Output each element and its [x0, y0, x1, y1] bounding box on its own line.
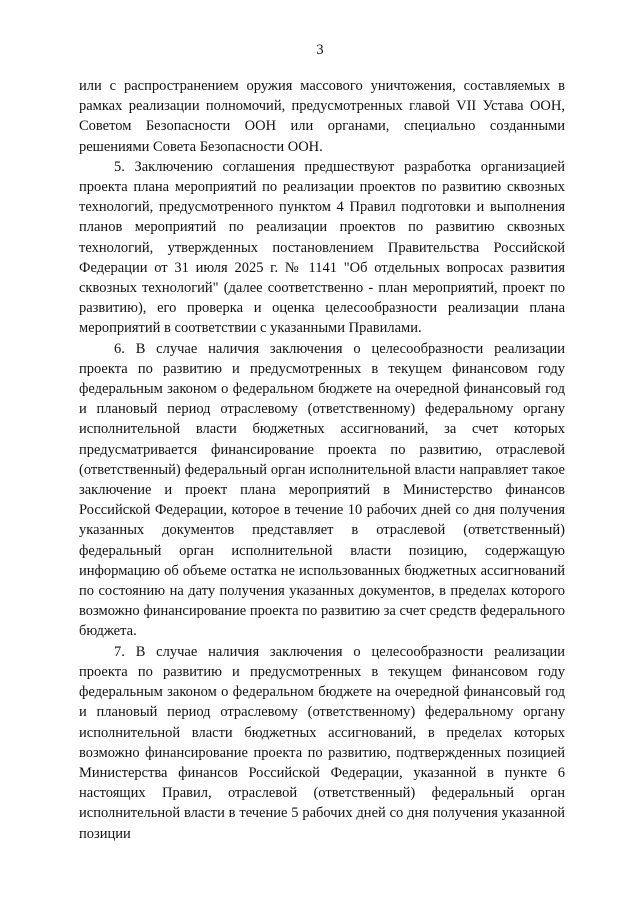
- paragraph-item-5: 5. Заключению соглашения предшествуют разработка организацией проекта плана мероприятий по реализации проектов по развитию сквозных технологий, предусмотренного пунктом 4 Правил подготовки и выполнения планов мероприятий по реализации проектов по развитию сквозных технологий, утвержденных постановлением Правительства Российской Федерации от 31 июля 2025 г. № 1141 "Об отдельных вопросах развития сквозных технологий" (далее соответственно - план мероприятий, проект по развитию), его проверка и оценка целесообразности реализации плана мероприятий в соответствии с указанными Правилами.: [79, 158, 565, 337]
- page-number: 3: [316, 42, 324, 58]
- paragraph-continuation: или с распространением оружия массового уничтожения, составляемых в рамках реализации полномочий, предусмотренных главой VII Устава ООН, Советом Безопасности ООН или органами, специально созданными решениями Совета Безопасности ООН.: [79, 78, 565, 155]
- document-body: [79, 76, 565, 844]
- paragraph-item-6: 6. В случае наличия заключения о целесообразности реализации проекта по развитию и предусмотренных в текущем финансовом году федеральным законом о федеральном бюджете на очередной финансовый год и плановый период отраслевому (ответственному) федеральному органу исполнительной власти бюджетных ассигнований, за счет которых предусматривается финансирование проекта по развитию, отраслевой (ответственный) федеральный орган исполнительной власти направляет такое заключение и проект плана мероприятий в Министерство финансов Российской Федерации, которое в течение 10 рабочих дней со дня получения указанных документов представляет в отраслевой (ответственный) федеральный орган исполнительной власти позицию, содержащую информацию об объеме остатка не использованных бюджетных ассигнований по состоянию на дату получения указанных документов, в пределах которого возможно финансирование проекта по развитию за счет средств федерального бюджета.: [79, 340, 565, 640]
- paragraph-item-7: 7. В случае наличия заключения о целесообразности реализации проекта по развитию и предусмотренных в текущем финансовом году федеральным законом о федеральном бюджете на очередной финансовый год и плановый период отраслевому (ответственному) федеральному органу исполнительной власти бюджетных ассигнований, в пределах которых возможно финансирование проекта по развитию, подтвержденных позицией Министерства финансов Российской Федерации, указанной в пункте 6 настоящих Правил, отраслевой (ответственный) федеральный орган исполнительной власти в течение 5 рабочих дней со дня получения указанной позиции: [79, 643, 565, 842]
